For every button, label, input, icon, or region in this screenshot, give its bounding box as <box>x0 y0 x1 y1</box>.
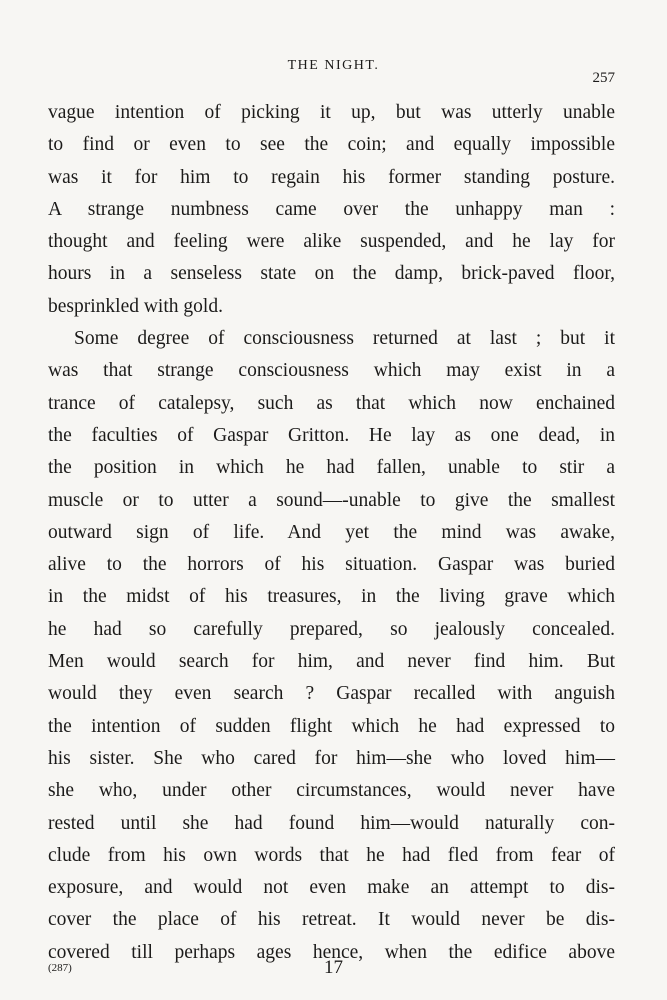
text-line: thought and feeling were alike suspended, and he lay for <box>48 231 615 253</box>
folio-number: 17 <box>324 957 343 978</box>
text-line: clude from his own words that he had fled from fear of <box>48 844 615 866</box>
paragraph-end-line: besprinkled with gold. <box>48 295 223 317</box>
text-line: A strange numbness came over the unhappy man : <box>48 198 615 220</box>
text-line: trance of catalepsy, such as that which now enchained <box>48 392 615 414</box>
text-line: his sister. She who cared for him—she who loved him— <box>48 747 615 769</box>
text-line: he had so carefully prepared, so jealously concealed. <box>48 618 615 640</box>
text-line: to find or even to see the coin; and equally impossible <box>48 134 615 156</box>
text-line: the intention of sudden flight which he had expressed to <box>48 715 615 737</box>
text-line: the faculties of Gaspar Gritton. He lay as one dead, in <box>48 424 615 446</box>
text-line: covered till perhaps ages hence, when the edifice above <box>48 941 615 963</box>
text-line: outward sign of life. And yet the mind was awake, <box>48 521 615 543</box>
text-line: she who, under other circumstances, would never have <box>48 780 615 802</box>
page-number: 257 <box>592 70 615 86</box>
text-line: Men would search for him, and never find him. But <box>48 651 615 673</box>
text-line: was it for him to regain his former standing posture. <box>48 166 615 188</box>
paragraph-start-line: Some degree of consciousness returned at last ; but it <box>74 328 615 350</box>
text-line: cover the place of his retreat. It would never be dis- <box>48 909 615 931</box>
text-line: vague intention of picking it up, but was utterly unable <box>48 102 615 123</box>
text-line: would they even search ? Gaspar recalled with anguish <box>48 683 615 705</box>
running-title: THE NIGHT. <box>287 58 380 73</box>
text-line: hours in a senseless state on the damp, brick-paved floor, <box>48 263 615 285</box>
text-line: the position in which he had fallen, unable to stir a <box>48 457 615 479</box>
body-text <box>48 97 615 969</box>
signature-mark: (287) <box>48 962 72 974</box>
text-line: exposure, and would not even make an attempt to dis- <box>48 877 615 899</box>
text-line: in the midst of his treasures, in the living grave which <box>48 586 615 608</box>
text-line: was that strange consciousness which may exist in a <box>48 360 615 382</box>
text-line: alive to the horrors of his situation. Gaspar was buried <box>48 554 615 576</box>
text-line: rested until she had found him—would naturally con- <box>48 812 615 834</box>
text-line: muscle or to utter a sound—-unable to give the smallest <box>48 489 615 511</box>
